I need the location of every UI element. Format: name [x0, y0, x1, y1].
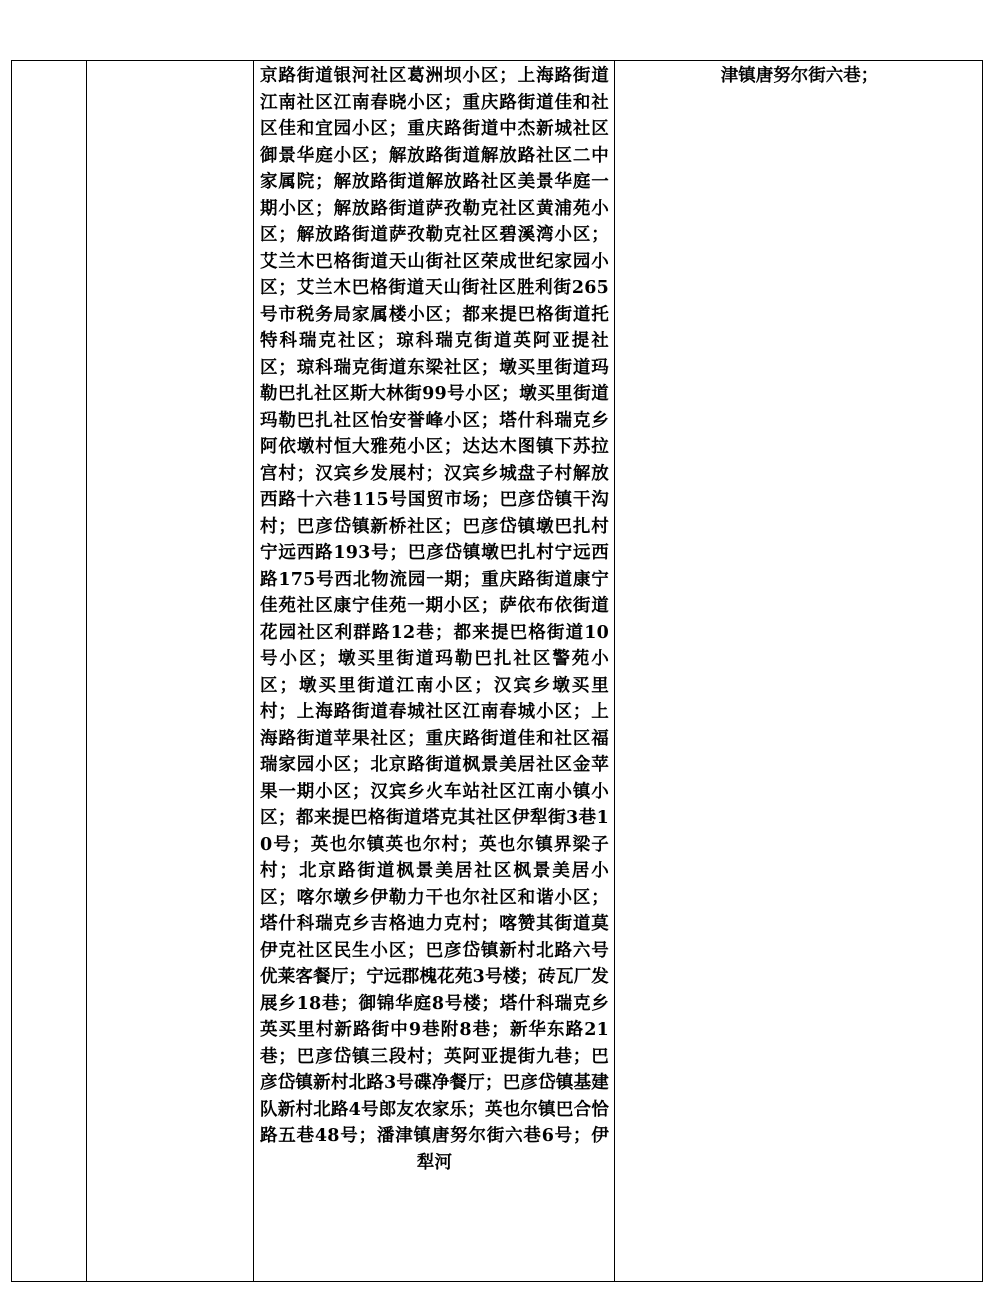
- data-table: [11, 60, 983, 1282]
- address-list-cell: 京路街道银河社区葛洲坝小区；上海路街道江南社区江南春晓小区；重庆路街道佳和社区佳和宜园小区；重庆路街道中杰新城社区御景华庭小区；解放路街道解放路社区二中家属院；解放路街道解放路社区美景华庭一期小区；解放路街道萨孜勒克社区黄浦苑小区；解放路街道萨孜勒克社区碧溪湾小区；艾兰木巴格街道天山街社区荣成世纪家园小区；艾兰木巴格街道天山街社区胜利街265号市税务局家属楼小区；都来提巴格街道托特科瑞克社区；琼科瑞克街道英阿亚提社区；琼科瑞克街道东梁社区；墩买里街道玛勒巴扎社区斯大林街99号小区；墩买里街道玛勒巴扎社区怡安誉峰小区；塔什科瑞克乡阿依墩村恒大雅苑小区；达达木图镇下苏拉宫村；汉宾乡发展村；汉宾乡城盘子村解放西路十六巷115号国贸市场；巴彦岱镇干沟村；巴彦岱镇新桥社区；巴彦岱镇墩巴扎村宁远西路193号；巴彦岱镇墩巴扎村宁远西路175号西北物流园一期；重庆路街道康宁佳苑社区康宁佳苑一期小区；萨依布依街道花园社区利群路12巷；都来提巴格街道10号小区；墩买里街道玛勒巴扎社区警苑小区；墩买里街道江南小区；汉宾乡墩买里村；上海路街道春城社区江南春城小区；上海路街道苹果社区；重庆路街道佳和社区福瑞家园小区；北京路街道枫景美居社区金苹果一期小区；汉宾乡火车站社区江南小镇小区；都来提巴格街道塔克其社区伊犁街3巷10号；英也尔镇英也尔村；英也尔镇界梁子村；北京路街道枫景美居社区枫景美居小区；喀尔墩乡伊勒力干也尔社区和谐小区；塔什科瑞克乡吉格迪力克村；喀赞其街道莫伊克社区民生小区；巴彦岱镇新村北路六号优莱客餐厅；宁远郡槐花苑3号楼；砖瓦厂发展乡18巷；御锦华庭8号楼；塔什科瑞克乡英买里村新路街中9巷附8巷；新华东路21巷；巴彦岱镇三段村；英阿亚提街九巷；巴彦岱镇新村北路3号碟净餐厅；巴彦岱镇基建队新村北路4号郎友农家乐；英也尔镇巴合恰路五巷48号；潘津镇唐努尔街六巷6号；伊犁河: [260, 66, 609, 1173]
- column-divider: [86, 61, 87, 1281]
- location-cell: 津镇唐努尔街六巷；: [720, 66, 879, 86]
